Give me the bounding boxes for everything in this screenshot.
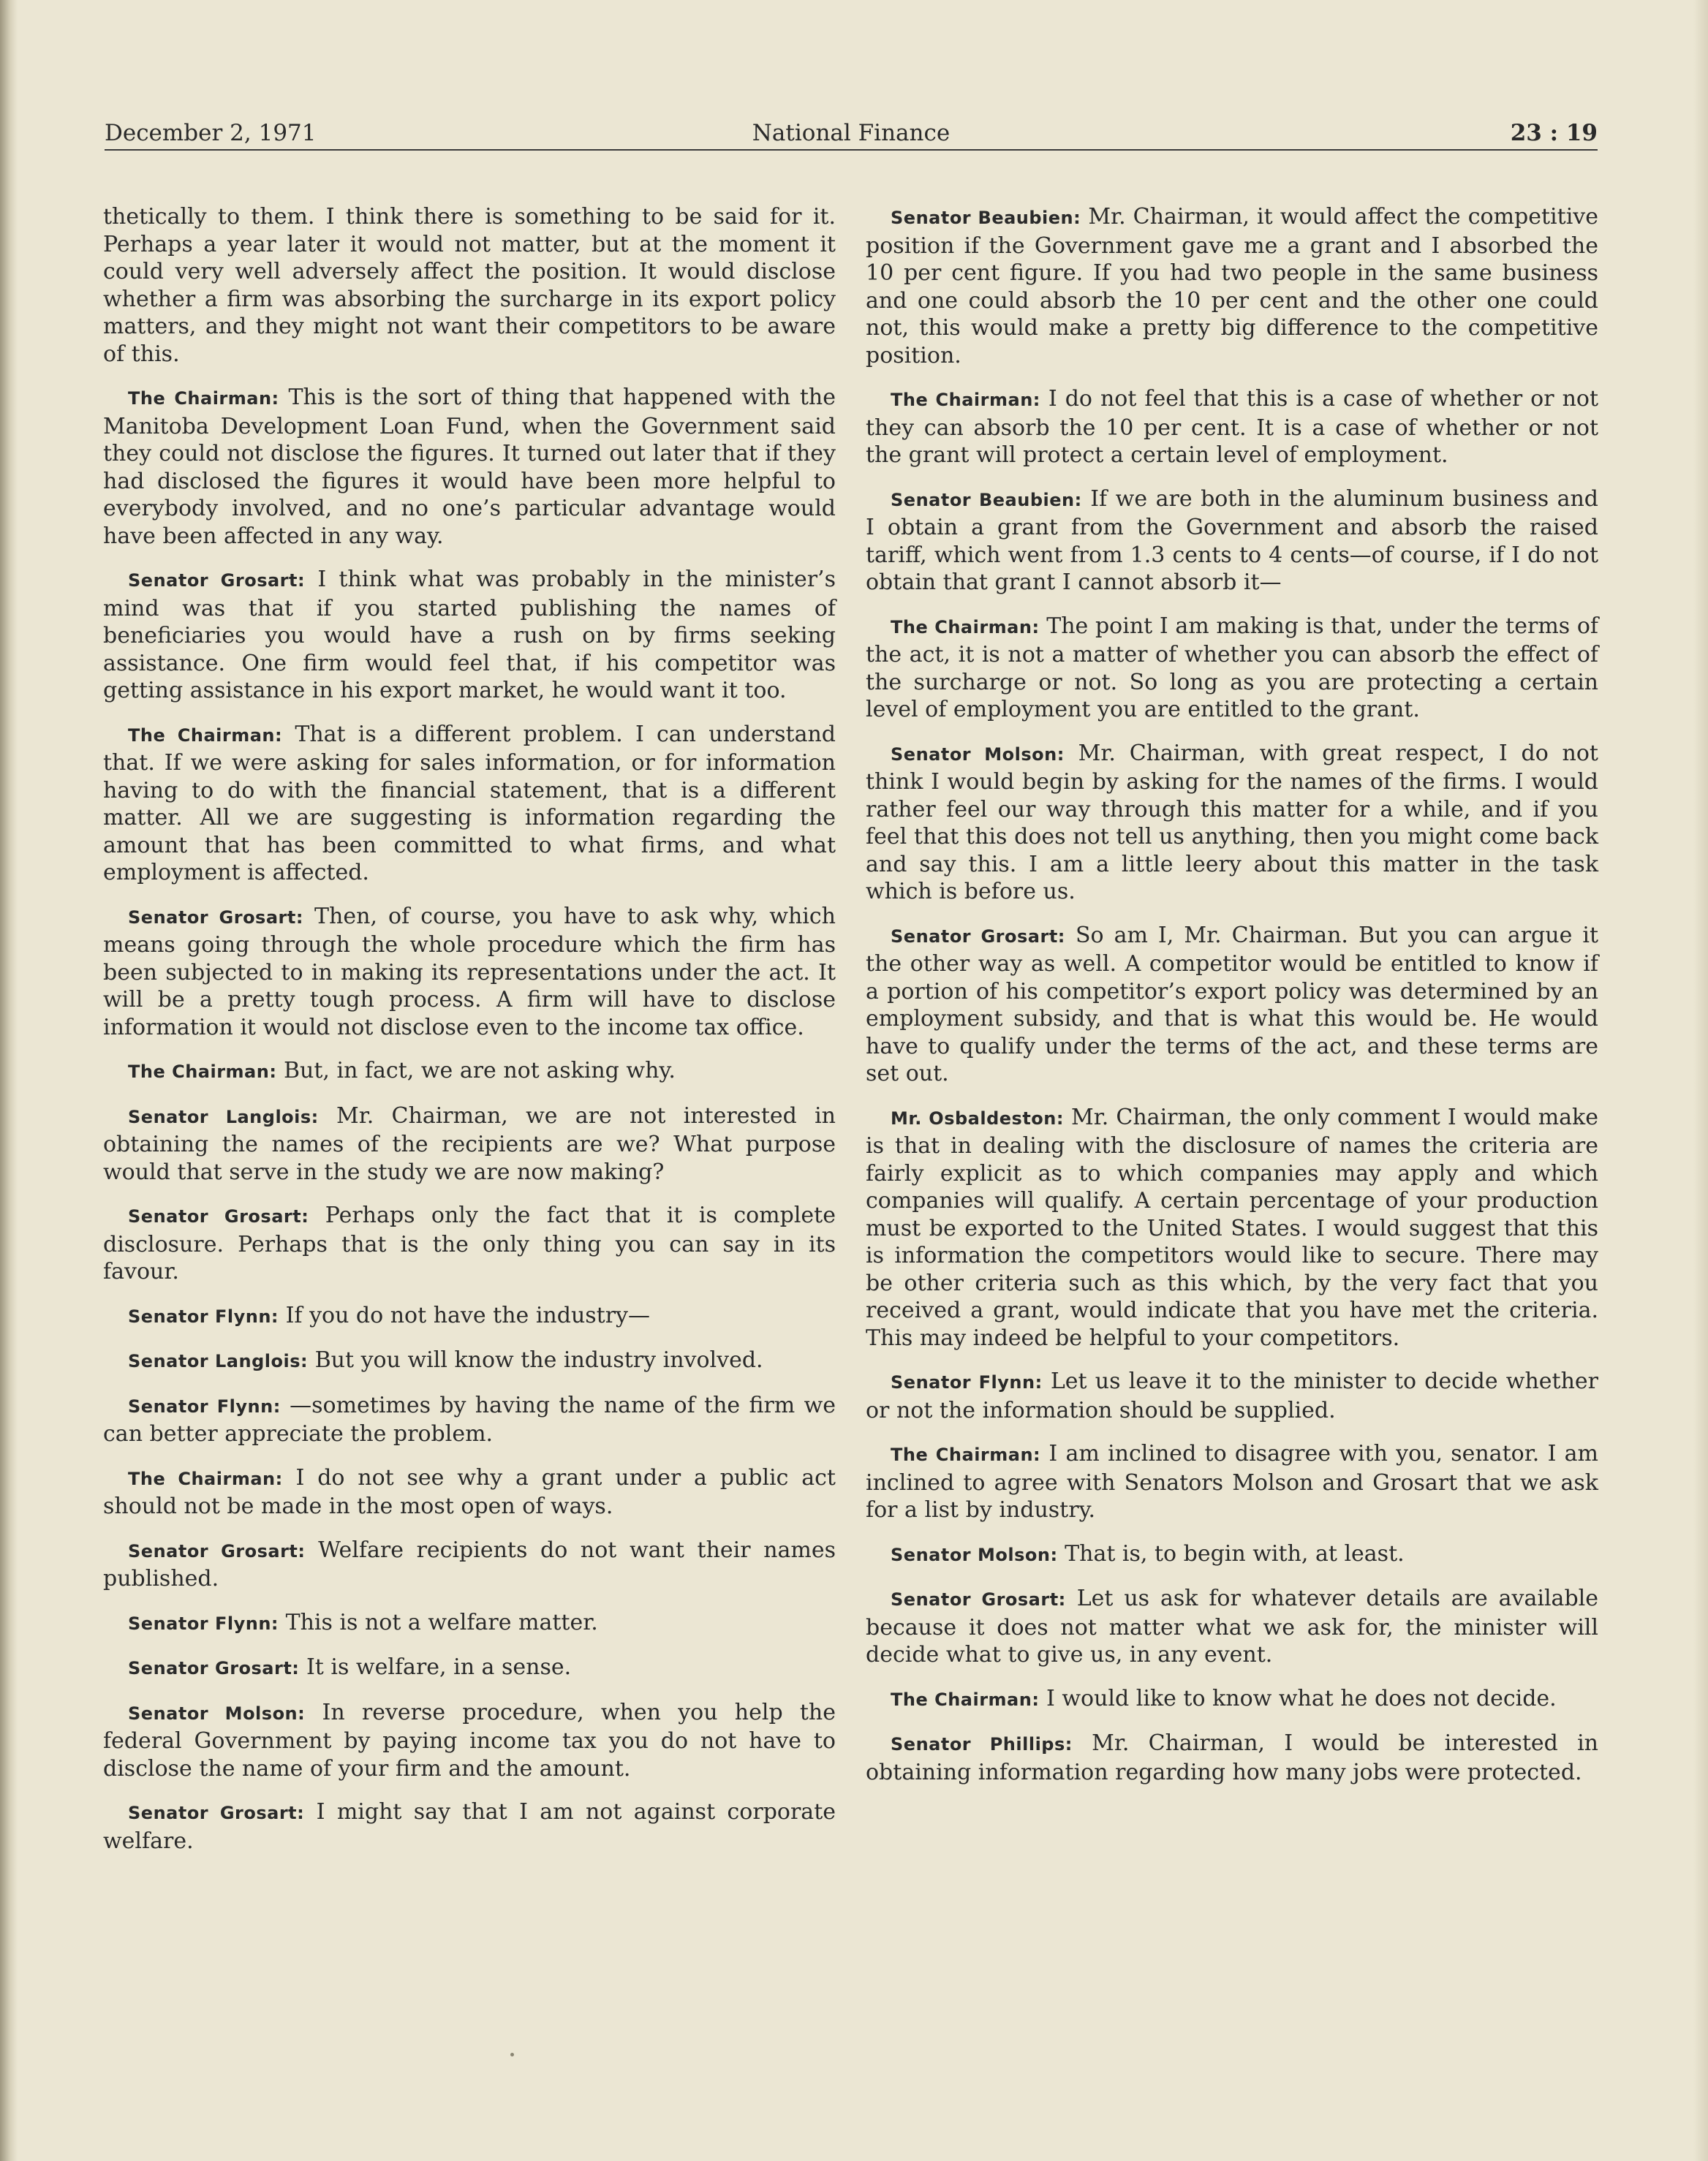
speech-text: thetically to them. I think there is something to be said for it. Perhaps a year later it would not matter, but at the moment it could very well adversely affect the position. It would disclose whether a firm was absorbing the surcharge in its export policy matters, and they might not want their competitors to be aware of this. (103, 204, 836, 367)
speaker-name: Senator Molson: (128, 1703, 306, 1724)
speech-text: Let us leave it to the minister to decide whether or not the information should be supplied. (866, 1369, 1598, 1423)
header-title: National Finance (752, 120, 951, 146)
speaker-name: The Chairman: (128, 1061, 277, 1082)
transcript-paragraph (103, 1699, 836, 1783)
speaker-name: Senator Beaubien: (891, 208, 1081, 228)
speech-text: I do not see why a grant under a public act should not be made in the most open of ways. (103, 1464, 836, 1519)
header-date: December 2, 1971 (105, 120, 317, 146)
speaker-name: The Chairman: (891, 1689, 1040, 1710)
transcript-paragraph (103, 1609, 836, 1638)
transcript-paragraph (103, 384, 836, 550)
transcript-paragraph (103, 1392, 836, 1448)
transcript-paragraph (866, 613, 1598, 724)
transcript-paragraph (866, 1368, 1598, 1424)
transcript-paragraph (103, 566, 836, 705)
speech-text: Let us ask for whatever details are available because it does not matter what we ask for, the minister will decide what to give us, in any event. (866, 1586, 1598, 1668)
speech-text: But, in fact, we are not asking why. (283, 1058, 676, 1083)
speaker-name: Senator Langlois: (128, 1351, 309, 1371)
transcript-paragraph (103, 721, 836, 887)
speaker-name: Senator Grosart: (128, 1540, 306, 1562)
speaker-name: Senator Langlois: (128, 1106, 319, 1127)
speaker-name: Senator Flynn: (891, 1372, 1043, 1393)
speech-text: It is welfare, in a sense. (306, 1654, 572, 1680)
speech-text: Mr. Chairman, it would affect the competitive position if the Government gave me a grant and I absorbed the 10 per cent figure. If you had two people in the same business and one could absorb the 10 per cent and the other one could not, this would make a pretty big difference to the competitive position. (866, 204, 1598, 368)
transcript-paragraph (103, 1798, 836, 1855)
paper-speck (510, 2053, 514, 2056)
speaker-name: The Chairman: (891, 616, 1040, 637)
page-binding-shadow (0, 0, 18, 2161)
speech-text: Perhaps only the fact that it is complete disclosure. Perhaps that is the only thing you can say in its favour. (103, 1203, 836, 1284)
speech-text: Mr. Chairman, we are not interested in obtaining the names of the recipients are we? What purpose would that serve in the study we are now making? (103, 1102, 836, 1185)
speaker-name: Senator Grosart: (128, 570, 306, 591)
transcript-paragraph (866, 1440, 1598, 1524)
left-column (103, 203, 836, 1871)
speech-text: That is, to begin with, at least. (1065, 1540, 1405, 1567)
speech-text: Mr. Chairman, with great respect, I do not think I would begin by asking for the names of the firms. I would rather feel our way through this matter for a while, and if you feel that this does not tell us anything, then you might come back and say this. I am a little leery about this matter in the task which is before us. (866, 740, 1598, 904)
transcript-paragraph (103, 1057, 836, 1086)
speaker-name: Senator Grosart: (128, 907, 303, 928)
speech-text: I am inclined to disagree with you, senator. I am inclined to agree with Senators Molson and Grosart that we ask for a list by industry. (866, 1441, 1598, 1523)
speaker-name: Mr. Osbaldeston: (891, 1108, 1064, 1129)
speech-text: I think what was probably in the minister’s mind was that if you started publishing the names of beneficiaries you would have a rush on by firms seeking assistance. One firm would feel that, if his competitor was getting assistance in his export market, he would want it too. (103, 567, 836, 703)
transcript-paragraph (866, 740, 1598, 906)
transcript-paragraph (866, 485, 1598, 597)
transcript-paragraph (866, 922, 1598, 1088)
speaker-name: Senator Beaubien: (891, 489, 1082, 510)
speaker-name: Senator Grosart: (891, 1589, 1066, 1610)
speech-text: —sometimes by having the name of the firm we can better appreciate the problem. (103, 1392, 836, 1447)
header-page-number: 23 : 19 (1510, 120, 1598, 146)
speaker-name: The Chairman: (128, 388, 279, 409)
speaker-name: Senator Flynn: (128, 1396, 281, 1417)
speaker-name: Senator Flynn: (128, 1613, 279, 1634)
speech-text: I would like to know what he does not decide. (1046, 1685, 1557, 1711)
transcript-paragraph (103, 903, 836, 1042)
speaker-name: Senator Grosart: (128, 1803, 305, 1823)
transcript-paragraph (866, 1104, 1598, 1352)
speech-text: Mr. Chairman, I would be interested in obtaining information regarding how many jobs were protected. (866, 1730, 1598, 1785)
speaker-name: The Chairman: (128, 724, 283, 746)
speaker-name: Senator Grosart: (128, 1206, 309, 1227)
speech-text: This is not a welfare matter. (285, 1609, 598, 1635)
transcript-paragraph (866, 385, 1598, 469)
transcript-paragraph (866, 203, 1598, 369)
page-edge-shadow (1693, 0, 1708, 2161)
transcript-paragraph (103, 1302, 836, 1331)
header-rule (105, 149, 1598, 151)
speech-text: Welfare recipients do not want their names published. (103, 1537, 836, 1592)
speech-text: The point I am making is that, under the terms of the act, it is not a matter of whether you can absorb the effect of the surcharge or not. So long as you are protecting a certain level of employment you are entitled to the grant. (866, 613, 1598, 722)
speaker-name: The Chairman: (891, 1445, 1041, 1465)
transcript-paragraph (103, 1654, 836, 1683)
page-header (105, 117, 1598, 149)
speech-text: So am I, Mr. Chairman. But you can argue it the other way as well. A competitor would be entitled to know if a portion of his competitor’s export policy was determined by an employment subsidy, and that is what this would be. He would have to qualify under the terms of the act, and these terms are set out. (866, 922, 1598, 1086)
speaker-name: Senator Flynn: (128, 1306, 279, 1327)
speaker-name: Senator Grosart: (128, 1658, 300, 1679)
speaker-name: The Chairman: (891, 390, 1040, 410)
transcript-paragraph (866, 1685, 1598, 1714)
speaker-name: The Chairman: (128, 1468, 283, 1489)
right-column (866, 203, 1598, 1802)
transcript-paragraph (866, 1730, 1598, 1786)
speech-text: But you will know the industry involved. (314, 1347, 763, 1373)
transcript-paragraph (866, 1540, 1598, 1570)
speech-text: That is a different problem. I can understand that. If we were asking for sales information, or for information having to do with the financial statement, that is a different matter. All we are suggesting is information regarding the amount that has been committed to what firms, and what employment is affected. (103, 721, 836, 885)
transcript-paragraph (103, 203, 836, 368)
speaker-name: Senator Molson: (891, 1544, 1058, 1565)
speaker-name: Senator Phillips: (891, 1734, 1073, 1755)
transcript-paragraph (103, 1202, 836, 1286)
speech-text: I do not feel that this is a case of whether or not they can absorb the 10 per cent. It is a case of whether or not the grant will protect a certain level of employment. (866, 386, 1599, 468)
speaker-name: Senator Grosart: (891, 926, 1065, 947)
speech-text: Then, of course, you have to ask why, which means going through the whole procedure which the firm has been subjected to in making its representations under the act. It will be a pretty tough process. A firm will have to disclose information it would not disclose even to the income tax office. (103, 903, 836, 1040)
transcript-paragraph (103, 1102, 836, 1187)
speech-text: If we are both in the aluminum business and I obtain a grant from the Government and absorb the raised tariff, which went from 1.3 cents to 4 cents—of course, if I do not obtain that grant I cannot absorb it— (866, 485, 1599, 595)
speech-text: If you do not have the industry— (285, 1302, 651, 1328)
transcript-paragraph (103, 1464, 836, 1521)
speech-text: In reverse procedure, when you help the federal Government by paying income tax you do not have to disclose the name of your firm and the amount. (103, 1699, 836, 1782)
speech-text: Mr. Chairman, the only comment I would make is that in dealing with the disclosure of names the criteria are fairly explicit as to which companies may apply and which companies will qualify. A certain percentage of your production must be exported to the United States. I would suggest that this is information the competitors would like to secure. There may be other criteria such as this which, by the very fact that you received a grant, would indicate that you have met the criteria. This may indeed be helpful to your competitors. (866, 1104, 1598, 1351)
transcript-paragraph (103, 1537, 836, 1593)
speaker-name: Senator Molson: (891, 743, 1065, 765)
speech-text: I might say that I am not against corporate welfare. (103, 1799, 836, 1854)
speech-text: This is the sort of thing that happened with the Manitoba Development Loan Fund, when the Government said they could not disclose the figures. It turned out later that if they had disclosed the figures it would have been more helpful to everybody involved, and no one’s particular advantage would have been affected in any way. (103, 385, 836, 549)
transcript-paragraph (103, 1347, 836, 1376)
transcript-paragraph (866, 1585, 1598, 1669)
